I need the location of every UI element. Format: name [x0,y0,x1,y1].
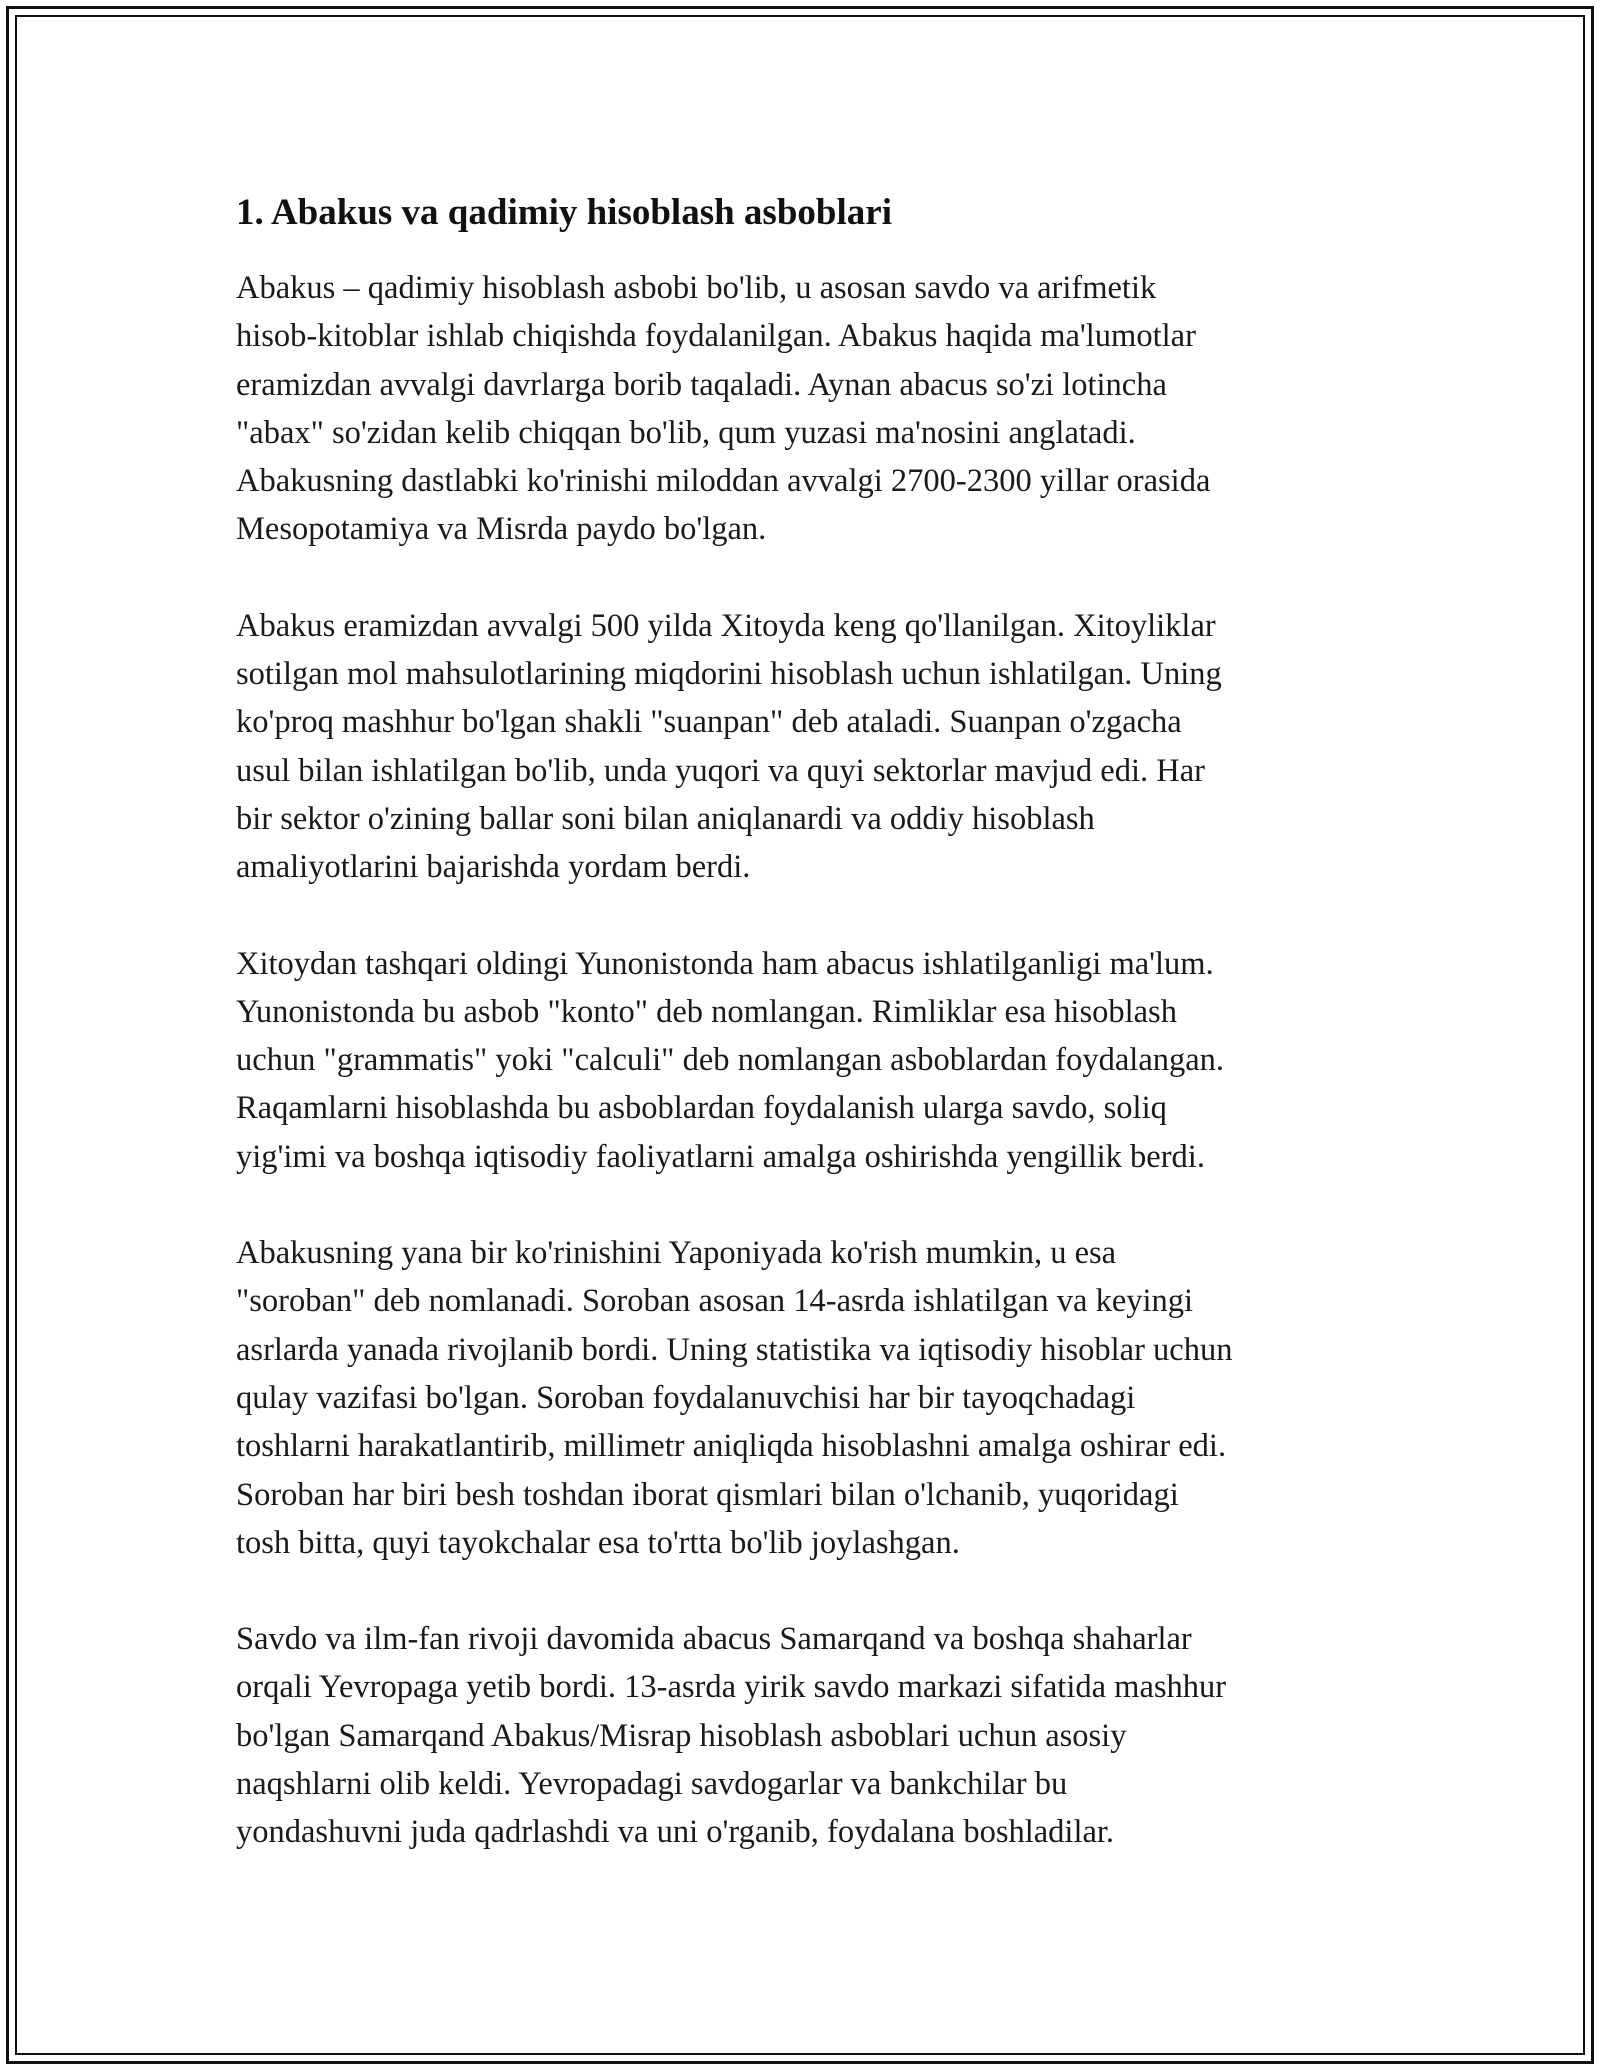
paragraph-line: uchun "grammatis" yoki "calculi" deb nomlangan asboblardan foydalangan. [236,1042,1225,1079]
section-title: 1. Abakus va qadimiy hisoblash asboblari [236,192,892,233]
paragraph-line: yondashuvni juda qadrlashdi va uni o'rganib, foydalana boshladilar. [236,1814,1115,1851]
paragraph-4 [236,1229,1376,1567]
paragraph-line: Abakus – qadimiy hisoblash asbobi bo'lib, u asosan savdo va arifmetik [236,270,1157,306]
paragraph-line: bir sektor o'zining ballar soni bilan aniqlanardi va oddiy hisoblash [236,800,1095,837]
paragraph-1 [236,264,1376,554]
paragraph-line: qulay vazifasi bo'lgan. Soroban foydalanuvchisi har bir tayoqchadagi [236,1379,1136,1416]
document-body [236,188,1376,1905]
paragraph-line: eramizdan avvalgi davrlarga borib taqaladi. Aynan abacus so'zi lotincha [236,366,1167,403]
paragraph-line: bo'lgan Samarqand Abakus/Misrap hisoblash asboblari uchun asosiy [236,1717,1127,1754]
paragraph-2 [236,602,1376,892]
paragraph-line: "abax" so'zidan kelib chiqqan bo'lib, qum yuzasi ma'nosini anglatadi. [236,414,1136,451]
paragraph-line: hisob-kitoblar ishlab chiqishda foydalanilgan. Abakus haqida ma'lumotlar [236,318,1196,355]
paragraph-line: "soroban" deb nomlanadi. Soroban asosan 14-asrda ishlatilgan va keyingi [236,1283,1194,1320]
paragraph-line: usul bilan ishlatilgan bo'lib, unda yuqori va quyi sektorlar mavjud edi. Har [236,752,1205,789]
paragraph-line: toshlarni harakatlantirib, millimetr aniqliqda hisoblashni amalga oshirar edi. [236,1428,1227,1465]
paragraph-list [236,264,1376,1857]
paragraph-line: Abakusning yana bir ko'rinishini Yaponiyada ko'rish mumkin, u esa [236,1235,1117,1272]
paragraph-line: orqali Yevropaga yetib bordi. 13-asrda yirik savdo markazi sifatida mashhur [236,1669,1227,1706]
paragraph-line: naqshlarni olib keldi. Yevropadagi savdogarlar va bankchilar bu [236,1766,1068,1803]
paragraph-line: Abakusning dastlabki ko'rinishi miloddan avvalgi 2700-2300 yillar orasida [236,463,1211,500]
paragraph-line: Xitoydan tashqari oldingi Yunonistonda ham abacus ishlatilganligi ma'lum. [236,945,1214,982]
paragraph-line: sotilgan mol mahsulotlarining miqdorini hisoblash uchun ishlatilgan. Uning [236,656,1222,693]
paragraph-line: Soroban har biri besh toshdan iborat qismlari bilan o'lchanib, yuqoridagi [236,1476,1179,1513]
paragraph-3 [236,940,1376,1181]
paragraph-line: Abakus eramizdan avvalgi 500 yilda Xitoyda keng qo'llanilgan. Xitoyliklar [236,607,1216,644]
paragraph-line: yig'imi va boshqa iqtisodiy faoliyatlarni amalga oshirishda yengillik berdi. [236,1138,1205,1175]
paragraph-line: amaliyotlarini bajarishda yordam berdi. [236,849,751,886]
paragraph-line: Savdo va ilm-fan rivoji davomida abacus Samarqand va boshqa shaharlar [236,1621,1192,1658]
paragraph-line: Mesopotamiya va Misrda paydo bo'lgan. [236,511,767,548]
paragraph-line: ko'proq mashhur bo'lgan shakli "suanpan" deb ataladi. Suanpan o'zgacha [236,704,1182,741]
paragraph-5 [236,1615,1376,1856]
paragraph-line: tosh bitta, quyi tayokchalar esa to'rtta bo'lib joylashgan. [236,1524,960,1561]
paragraph-line: asrlarda yanada rivojlanib bordi. Uning statistika va iqtisodiy hisoblar uchun [236,1331,1233,1368]
paragraph-line: Yunonistonda bu asbob "konto" deb nomlangan. Rimliklar esa hisoblash [236,993,1177,1030]
paragraph-line: Raqamlarni hisoblashda bu asboblardan foydalanish ularga savdo, soliq [236,1090,1167,1127]
